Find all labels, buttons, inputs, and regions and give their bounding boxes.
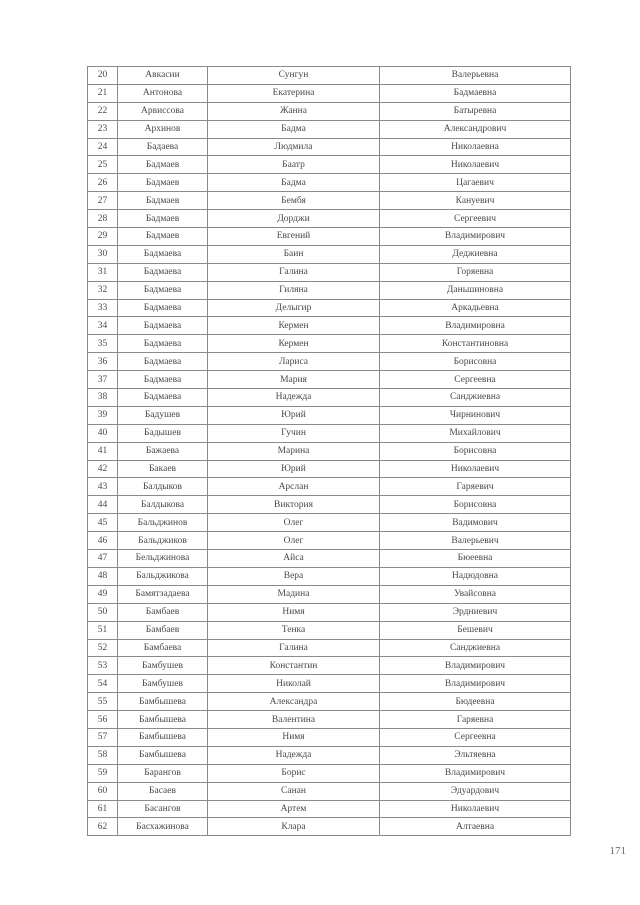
table-row bbox=[88, 156, 571, 174]
first-name-cell: Сунгун bbox=[208, 67, 380, 85]
last-name-cell: Барангов bbox=[118, 764, 208, 782]
last-name-cell: Бадмаев bbox=[118, 192, 208, 210]
patronymic-cell: Валерьевна bbox=[380, 67, 571, 85]
patronymic-cell: Даньшиновна bbox=[380, 281, 571, 299]
last-name-cell: Бадмаев bbox=[118, 156, 208, 174]
first-name-cell: Мадина bbox=[208, 585, 380, 603]
last-name-cell: Бельджинова bbox=[118, 550, 208, 568]
patronymic-cell: Валерьевич bbox=[380, 532, 571, 550]
row-number-cell: 55 bbox=[88, 693, 118, 711]
last-name-cell: Бальджиков bbox=[118, 532, 208, 550]
row-number-cell: 23 bbox=[88, 120, 118, 138]
last-name-cell: Бадмаев bbox=[118, 210, 208, 228]
row-number-cell: 35 bbox=[88, 335, 118, 353]
table-row bbox=[88, 496, 571, 514]
last-name-cell: Балдыкова bbox=[118, 496, 208, 514]
patronymic-cell: Бюдеевна bbox=[380, 693, 571, 711]
row-number-cell: 39 bbox=[88, 406, 118, 424]
table-row bbox=[88, 764, 571, 782]
table-row bbox=[88, 389, 571, 407]
patronymic-cell: Эльтяевна bbox=[380, 746, 571, 764]
first-name-cell: Айса bbox=[208, 550, 380, 568]
row-number-cell: 61 bbox=[88, 800, 118, 818]
patronymic-cell: Аркадьевна bbox=[380, 299, 571, 317]
last-name-cell: Бамбаев bbox=[118, 603, 208, 621]
patronymic-cell: Деджиевна bbox=[380, 245, 571, 263]
first-name-cell: Баин bbox=[208, 245, 380, 263]
table-row bbox=[88, 514, 571, 532]
patronymic-cell: Эрдниевич bbox=[380, 603, 571, 621]
table-row bbox=[88, 675, 571, 693]
first-name-cell: Виктория bbox=[208, 496, 380, 514]
patronymic-cell: Владимировна bbox=[380, 317, 571, 335]
last-name-cell: Бамбышева bbox=[118, 746, 208, 764]
row-number-cell: 54 bbox=[88, 675, 118, 693]
row-number-cell: 41 bbox=[88, 442, 118, 460]
row-number-cell: 20 bbox=[88, 67, 118, 85]
row-number-cell: 57 bbox=[88, 728, 118, 746]
patronymic-cell: Бюеевна bbox=[380, 550, 571, 568]
table-row bbox=[88, 335, 571, 353]
table-row bbox=[88, 532, 571, 550]
last-name-cell: Бамбышева bbox=[118, 693, 208, 711]
table-row bbox=[88, 353, 571, 371]
table-row bbox=[88, 84, 571, 102]
first-name-cell: Юрий bbox=[208, 406, 380, 424]
row-number-cell: 28 bbox=[88, 210, 118, 228]
first-name-cell: Вера bbox=[208, 567, 380, 585]
first-name-cell: Гиляна bbox=[208, 281, 380, 299]
patronymic-cell: Цагаевич bbox=[380, 174, 571, 192]
first-name-cell: Жанна bbox=[208, 102, 380, 120]
row-number-cell: 56 bbox=[88, 711, 118, 729]
row-number-cell: 48 bbox=[88, 567, 118, 585]
table-row bbox=[88, 621, 571, 639]
first-name-cell: Борис bbox=[208, 764, 380, 782]
patronymic-cell: Николаевич bbox=[380, 800, 571, 818]
table-row bbox=[88, 263, 571, 281]
last-name-cell: Бамбаева bbox=[118, 639, 208, 657]
last-name-cell: Бакаев bbox=[118, 460, 208, 478]
last-name-cell: Бадмаева bbox=[118, 299, 208, 317]
table-row bbox=[88, 317, 571, 335]
last-name-cell: Бадмаев bbox=[118, 228, 208, 246]
first-name-cell: Клара bbox=[208, 818, 380, 836]
last-name-cell: Авкасии bbox=[118, 67, 208, 85]
table-row bbox=[88, 746, 571, 764]
last-name-cell: Бадышев bbox=[118, 424, 208, 442]
table-row bbox=[88, 460, 571, 478]
first-name-cell: Галина bbox=[208, 263, 380, 281]
row-number-cell: 31 bbox=[88, 263, 118, 281]
table-row bbox=[88, 800, 571, 818]
row-number-cell: 51 bbox=[88, 621, 118, 639]
last-name-cell: Бадмаева bbox=[118, 371, 208, 389]
first-name-cell: Нимя bbox=[208, 603, 380, 621]
row-number-cell: 30 bbox=[88, 245, 118, 263]
last-name-cell: Бальджинов bbox=[118, 514, 208, 532]
patronymic-cell: Санджиевна bbox=[380, 639, 571, 657]
patronymic-cell: Борисовна bbox=[380, 353, 571, 371]
row-number-cell: 60 bbox=[88, 782, 118, 800]
patronymic-cell: Сергеевна bbox=[380, 728, 571, 746]
patronymic-cell: Эдуардович bbox=[380, 782, 571, 800]
first-name-cell: Александра bbox=[208, 693, 380, 711]
first-name-cell: Кермен bbox=[208, 317, 380, 335]
row-number-cell: 29 bbox=[88, 228, 118, 246]
first-name-cell: Баатр bbox=[208, 156, 380, 174]
table-row bbox=[88, 603, 571, 621]
patronymic-cell: Николаевич bbox=[380, 460, 571, 478]
last-name-cell: Бадмаева bbox=[118, 245, 208, 263]
last-name-cell: Басхажинова bbox=[118, 818, 208, 836]
patronymic-cell: Владимирович bbox=[380, 675, 571, 693]
last-name-cell: Бамбаев bbox=[118, 621, 208, 639]
first-name-cell: Кермен bbox=[208, 335, 380, 353]
first-name-cell: Надежда bbox=[208, 746, 380, 764]
patronymic-cell: Кануевич bbox=[380, 192, 571, 210]
patronymic-cell: Михайлович bbox=[380, 424, 571, 442]
row-number-cell: 32 bbox=[88, 281, 118, 299]
patronymic-cell: Борисовна bbox=[380, 496, 571, 514]
table-row bbox=[88, 728, 571, 746]
row-number-cell: 50 bbox=[88, 603, 118, 621]
last-name-cell: Бальджикова bbox=[118, 567, 208, 585]
table-row bbox=[88, 639, 571, 657]
row-number-cell: 34 bbox=[88, 317, 118, 335]
row-number-cell: 43 bbox=[88, 478, 118, 496]
last-name-cell: Басаев bbox=[118, 782, 208, 800]
patronymic-cell: Увайсовна bbox=[380, 585, 571, 603]
last-name-cell: Бадмаева bbox=[118, 263, 208, 281]
last-name-cell: Бадмаев bbox=[118, 174, 208, 192]
row-number-cell: 46 bbox=[88, 532, 118, 550]
patronymic-cell: Санджиевна bbox=[380, 389, 571, 407]
row-number-cell: 44 bbox=[88, 496, 118, 514]
row-number-cell: 59 bbox=[88, 764, 118, 782]
patronymic-cell: Александрович bbox=[380, 120, 571, 138]
table-row bbox=[88, 693, 571, 711]
last-name-cell: Бадмаева bbox=[118, 389, 208, 407]
last-name-cell: Бадмаева bbox=[118, 353, 208, 371]
patronymic-cell: Надюдовна bbox=[380, 567, 571, 585]
table-row bbox=[88, 567, 571, 585]
table-row bbox=[88, 818, 571, 836]
first-name-cell: Делыгир bbox=[208, 299, 380, 317]
row-number-cell: 25 bbox=[88, 156, 118, 174]
table-row bbox=[88, 299, 571, 317]
first-name-cell: Бадма bbox=[208, 120, 380, 138]
first-name-cell: Надежда bbox=[208, 389, 380, 407]
row-number-cell: 49 bbox=[88, 585, 118, 603]
patronymic-cell: Николаевна bbox=[380, 138, 571, 156]
last-name-cell: Бажаева bbox=[118, 442, 208, 460]
table-row bbox=[88, 550, 571, 568]
first-name-cell: Мария bbox=[208, 371, 380, 389]
table-row bbox=[88, 102, 571, 120]
first-name-cell: Нимя bbox=[208, 728, 380, 746]
row-number-cell: 22 bbox=[88, 102, 118, 120]
last-name-cell: Бамбышева bbox=[118, 728, 208, 746]
row-number-cell: 47 bbox=[88, 550, 118, 568]
last-name-cell: Басангов bbox=[118, 800, 208, 818]
first-name-cell: Олег bbox=[208, 514, 380, 532]
row-number-cell: 38 bbox=[88, 389, 118, 407]
table-row bbox=[88, 371, 571, 389]
first-name-cell: Санан bbox=[208, 782, 380, 800]
table-row bbox=[88, 711, 571, 729]
table-row bbox=[88, 424, 571, 442]
patronymic-cell: Батыревна bbox=[380, 102, 571, 120]
table-row bbox=[88, 138, 571, 156]
last-name-cell: Бадмаева bbox=[118, 317, 208, 335]
patronymic-cell: Сергеевна bbox=[380, 371, 571, 389]
page-number: 171 bbox=[609, 845, 626, 857]
first-name-cell: Бадма bbox=[208, 174, 380, 192]
table-row bbox=[88, 192, 571, 210]
first-name-cell: Тенка bbox=[208, 621, 380, 639]
name-list-table bbox=[87, 66, 571, 836]
table-row bbox=[88, 585, 571, 603]
row-number-cell: 26 bbox=[88, 174, 118, 192]
patronymic-cell: Владимирович bbox=[380, 228, 571, 246]
last-name-cell: Бамбушев bbox=[118, 675, 208, 693]
last-name-cell: Бамятзадаева bbox=[118, 585, 208, 603]
table-row bbox=[88, 120, 571, 138]
first-name-cell: Гучин bbox=[208, 424, 380, 442]
patronymic-cell: Бешевич bbox=[380, 621, 571, 639]
last-name-cell: Бадаева bbox=[118, 138, 208, 156]
name-list-body bbox=[88, 67, 571, 836]
row-number-cell: 40 bbox=[88, 424, 118, 442]
table-row bbox=[88, 174, 571, 192]
patronymic-cell: Владимирович bbox=[380, 764, 571, 782]
first-name-cell: Валентина bbox=[208, 711, 380, 729]
first-name-cell: Лариса bbox=[208, 353, 380, 371]
first-name-cell: Арслан bbox=[208, 478, 380, 496]
row-number-cell: 37 bbox=[88, 371, 118, 389]
last-name-cell: Бадмаева bbox=[118, 281, 208, 299]
last-name-cell: Бамбушев bbox=[118, 657, 208, 675]
table-row bbox=[88, 478, 571, 496]
first-name-cell: Николай bbox=[208, 675, 380, 693]
row-number-cell: 42 bbox=[88, 460, 118, 478]
last-name-cell: Балдыков bbox=[118, 478, 208, 496]
table-row bbox=[88, 228, 571, 246]
first-name-cell: Юрий bbox=[208, 460, 380, 478]
patronymic-cell: Николаевич bbox=[380, 156, 571, 174]
row-number-cell: 36 bbox=[88, 353, 118, 371]
first-name-cell: Бембя bbox=[208, 192, 380, 210]
last-name-cell: Бадмаева bbox=[118, 335, 208, 353]
table-row bbox=[88, 210, 571, 228]
row-number-cell: 52 bbox=[88, 639, 118, 657]
row-number-cell: 21 bbox=[88, 84, 118, 102]
row-number-cell: 58 bbox=[88, 746, 118, 764]
table-row bbox=[88, 442, 571, 460]
table-row bbox=[88, 657, 571, 675]
patronymic-cell: Константиновна bbox=[380, 335, 571, 353]
first-name-cell: Дорджи bbox=[208, 210, 380, 228]
row-number-cell: 62 bbox=[88, 818, 118, 836]
first-name-cell: Евгений bbox=[208, 228, 380, 246]
first-name-cell: Галина bbox=[208, 639, 380, 657]
first-name-cell: Артем bbox=[208, 800, 380, 818]
first-name-cell: Марина bbox=[208, 442, 380, 460]
row-number-cell: 33 bbox=[88, 299, 118, 317]
row-number-cell: 24 bbox=[88, 138, 118, 156]
table-row bbox=[88, 406, 571, 424]
last-name-cell: Бадушев bbox=[118, 406, 208, 424]
patronymic-cell: Гаряевна bbox=[380, 711, 571, 729]
table-row bbox=[88, 782, 571, 800]
patronymic-cell: Вадимович bbox=[380, 514, 571, 532]
table-row bbox=[88, 245, 571, 263]
first-name-cell: Екатерина bbox=[208, 84, 380, 102]
table-row bbox=[88, 281, 571, 299]
row-number-cell: 53 bbox=[88, 657, 118, 675]
patronymic-cell: Сергеевич bbox=[380, 210, 571, 228]
first-name-cell: Константин bbox=[208, 657, 380, 675]
patronymic-cell: Бадмаевна bbox=[380, 84, 571, 102]
patronymic-cell: Гаряевич bbox=[380, 478, 571, 496]
row-number-cell: 45 bbox=[88, 514, 118, 532]
row-number-cell: 27 bbox=[88, 192, 118, 210]
last-name-cell: Архинов bbox=[118, 120, 208, 138]
last-name-cell: Бамбышева bbox=[118, 711, 208, 729]
patronymic-cell: Борисовна bbox=[380, 442, 571, 460]
table-row bbox=[88, 67, 571, 85]
patronymic-cell: Чирнинович bbox=[380, 406, 571, 424]
first-name-cell: Людмила bbox=[208, 138, 380, 156]
first-name-cell: Олег bbox=[208, 532, 380, 550]
last-name-cell: Арвиссова bbox=[118, 102, 208, 120]
patronymic-cell: Горяевна bbox=[380, 263, 571, 281]
last-name-cell: Антонова bbox=[118, 84, 208, 102]
patronymic-cell: Владимирович bbox=[380, 657, 571, 675]
patronymic-cell: Алтаевна bbox=[380, 818, 571, 836]
